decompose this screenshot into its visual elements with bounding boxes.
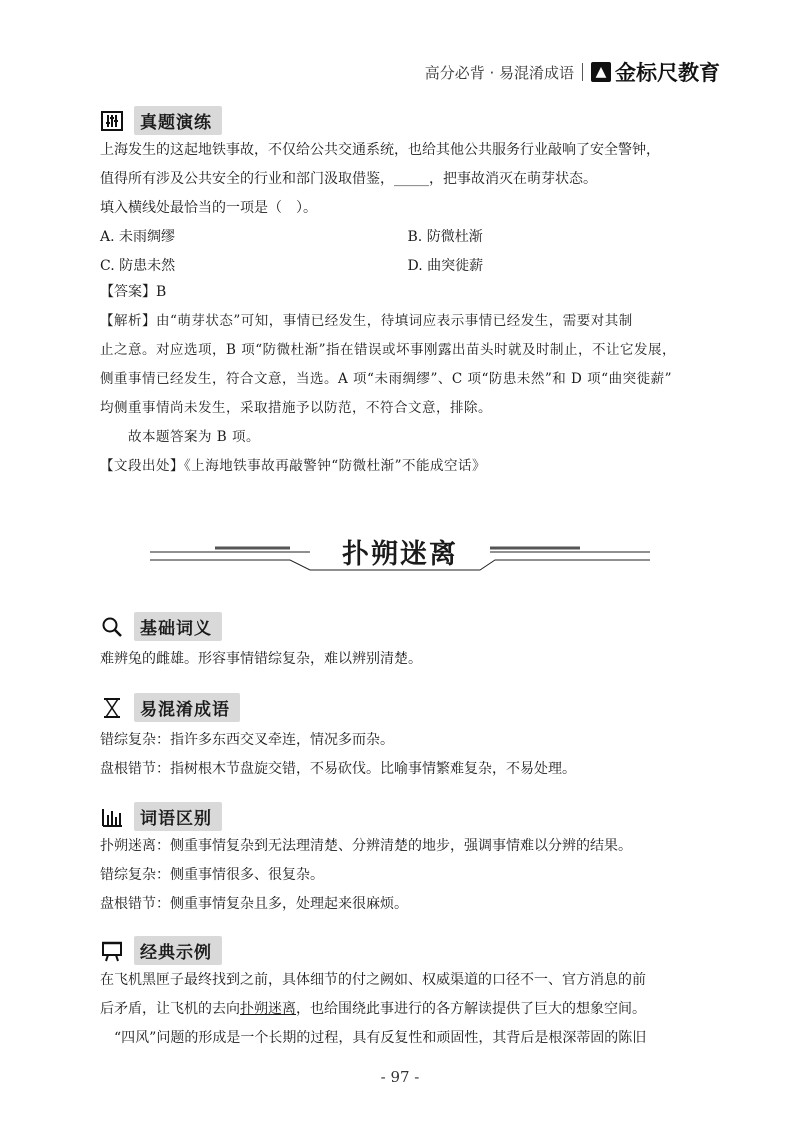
page-number: - 97 -: [380, 1068, 420, 1086]
options-row-1: [100, 226, 715, 246]
conclusion-line: 故本题答案为 B 项。: [128, 429, 261, 445]
page-header: [425, 58, 720, 86]
options-row-2: [100, 255, 715, 275]
section-diff-title: [100, 802, 222, 831]
option-a: A. 未雨绸缪: [100, 229, 176, 245]
section-label: 经典示例: [134, 936, 222, 965]
section-label: 词语区别: [134, 802, 222, 831]
example-block: [100, 966, 715, 1053]
idiom-title: 扑朔迷离: [342, 539, 458, 570]
section-label: 易混淆成语: [134, 693, 240, 722]
analysis-line-3: 侧重事情已经发生，符合文意，当选。A 项“未雨绸缪”、C 项“防患未然”和 D 项“曲突徙薪”: [100, 371, 672, 387]
section-basic-title: [100, 612, 222, 641]
header-subtitle: 高分必背 · 易混淆成语: [424, 63, 574, 82]
analysis-line-4: 均侧重事情尚未发生，采取措施予以防范，不符合文意，排除。: [100, 400, 492, 416]
section-example-title: [100, 936, 222, 965]
magnifier-icon: [100, 615, 124, 639]
example-line-1: 在飞机黑匣子最终找到之前，具体细节的付之阙如、权威渠道的口径不一、官方消息的前: [100, 972, 646, 988]
answer-line: 【答案】B: [100, 284, 167, 300]
confuse-item: 错综复杂：指许多东西交叉牵连，情况多而杂。: [100, 732, 394, 748]
section-label: 基础词义: [134, 612, 222, 641]
brand-mark-icon: ▲: [591, 62, 611, 82]
diff-item: 扑朔迷离：侧重事情复杂到无法理清楚、分辨清楚的地步，强调事情难以分辨的结果。: [100, 838, 632, 854]
source-line: 【文段出处】《上海地铁事故再敲警钟“防微杜渐”不能成空话》: [100, 458, 487, 474]
diff-item: 错综复杂：侧重事情很多、很复杂。: [100, 867, 324, 883]
analysis-line-1: 【解析】由“萌芽状态”可知，事情已经发生，待填词应表示事情已经发生，需要对其制: [100, 313, 633, 329]
diff-item: 盘根错节：侧重事情复杂且多，处理起来很麻烦。: [100, 896, 408, 912]
brand-name: 金标尺教育: [615, 61, 720, 85]
question-line-1: 上海发生的这起地铁事故，不仅给公共交通系统，也给其他公共服务行业敲响了安全警钟，: [100, 142, 660, 158]
diff-list: [100, 832, 715, 919]
bar-chart-icon: [100, 805, 124, 829]
example-text: ，也给围绕此事进行的各方解读提供了巨大的想象空间。: [296, 1001, 646, 1017]
sliders-icon: [100, 109, 124, 133]
analysis-line-2: 止之意。对应选项，B 项“防微杜渐”指在错误或坏事刚露出苗头时就及时制止，不让它发展，: [100, 342, 677, 358]
section-exercise-title: [100, 106, 222, 135]
header-divider: [582, 63, 583, 81]
option-d: D. 曲突徙薪: [407, 258, 484, 274]
brand-logo: [591, 57, 720, 87]
confuse-item: 盘根错节：指树根木节盘旋交错，不易砍伐。比喻事情繁难复杂，不易处理。: [100, 761, 576, 777]
example-keyword: 扑朔迷离: [240, 1001, 296, 1017]
example-text: 后矛盾，让飞机的去向: [100, 1001, 240, 1017]
example-line-2: [100, 995, 715, 1024]
hourglass-icon: [100, 696, 124, 720]
basic-meaning: 难辨兔的雌雄。形容事情错综复杂，难以辨别清楚。: [100, 651, 422, 667]
confuse-list: [100, 726, 715, 784]
option-c: C. 防患未然: [100, 258, 176, 274]
example-line-3: “四风”问题的形成是一个长期的过程，具有反复性和顽固性，其背后是根深蒂固的陈旧: [114, 1030, 647, 1046]
section-label: 真题演练: [134, 106, 222, 135]
idiom-title-banner: [0, 530, 800, 580]
question-prompt: 填入横线处最恰当的一项是（ ）。: [100, 200, 317, 216]
section-confuse-title: [100, 693, 240, 722]
question-line-2: 值得所有涉及公共安全的行业和部门汲取借鉴，_____，把事故消灭在萌芽状态。: [100, 171, 597, 187]
answer-block: [100, 278, 715, 481]
option-b: B. 防微杜渐: [407, 229, 483, 245]
board-icon: [100, 939, 124, 963]
question-stem: [100, 136, 715, 223]
